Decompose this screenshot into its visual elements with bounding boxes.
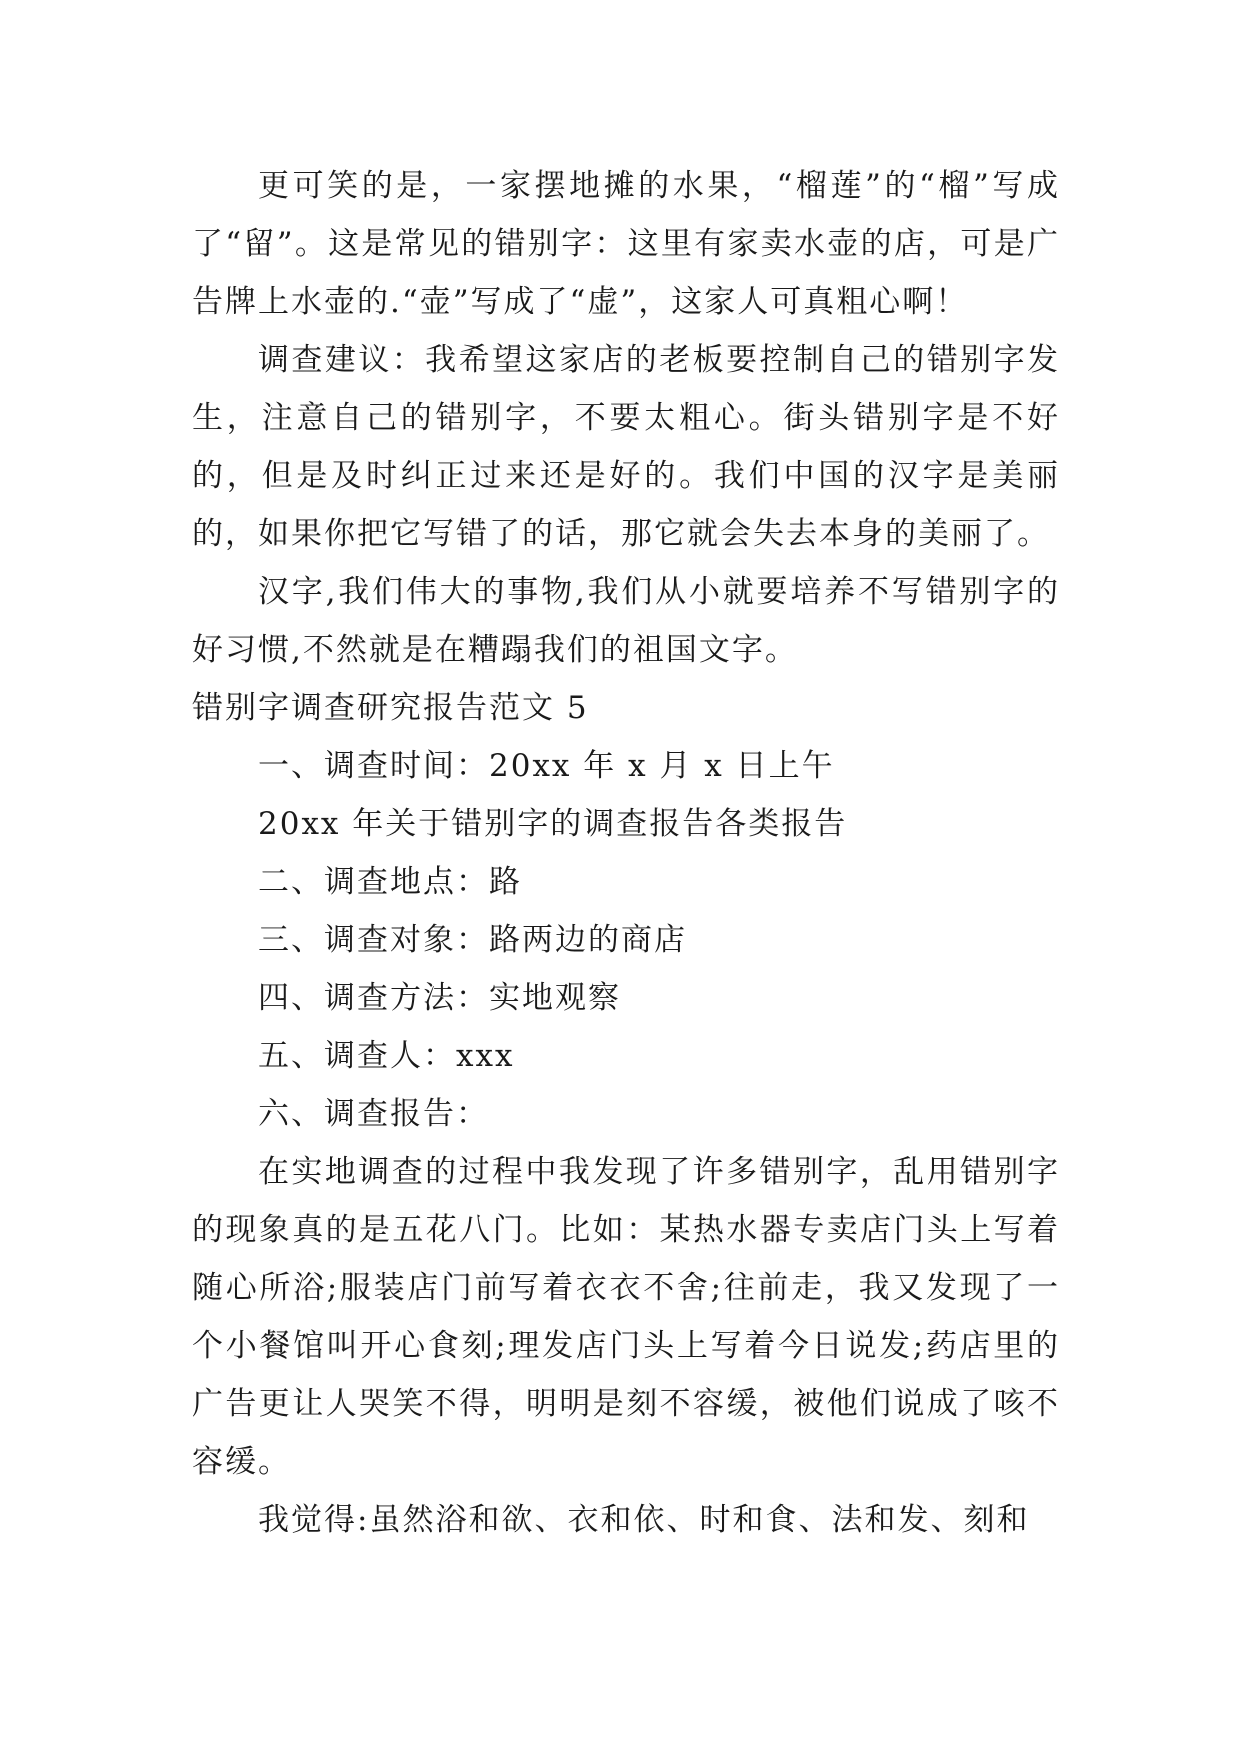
item-survey-report: 六、调查报告：	[258, 1096, 489, 1132]
paragraph-suggestion: 调查建议：我希望这家店的老板要控制自己的错别字发生，注意自己的错别字，不要太粗心。街头错别字是不好的，但是及时纠正过来还是好的。我们中国的汉字是美丽的，如果你把它写错了的话，那它就会失去本身的美丽了。	[192, 342, 1060, 552]
item-survey-time: 一、调查时间：20xx 年 x 月 x 日上午	[258, 748, 835, 784]
item-report-subtitle: 20xx 年关于错别字的调查报告各类报告	[258, 806, 848, 842]
paragraph-durian: 更可笑的是，一家摆地摊的水果，“榴莲”的“榴”写成了“留”。这是常见的错别字：这里有家卖水壶的店，可是广告牌上水壶的.“壶”写成了“虚”，这家人可真粗心啊！	[192, 168, 1060, 320]
paragraph-chinese-characters: 汉字,我们伟大的事物,我们从小就要培养不写错别字的好习惯,不然就是在糟蹋我们的祖国文字。	[192, 574, 1060, 668]
item-survey-target: 三、调查对象：路两边的商店	[258, 922, 687, 958]
item-survey-method: 四、调查方法：实地观察	[258, 980, 621, 1016]
item-survey-location: 二、调查地点：路	[258, 864, 522, 900]
paragraph-findings: 在实地调查的过程中我发现了许多错别字，乱用错别字的现象真的是五花八门。比如：某热水器专卖店门头上写着随心所浴;服装店门前写着衣衣不舍;往前走，我又发现了一个小餐馆叫开心食刻;理发店门头上写着今日说发;药店里的广告更让人哭笑不得，明明是刻不容缓，被他们说成了咳不容缓。	[192, 1154, 1060, 1480]
paragraph-opinion: 我觉得:虽然浴和欲、衣和依、时和食、法和发、刻和	[258, 1502, 1030, 1538]
section-title: 错别字调查研究报告范文 5	[192, 690, 589, 726]
item-surveyor: 五、调查人：xxx	[258, 1038, 515, 1074]
document-body	[192, 157, 1060, 1549]
